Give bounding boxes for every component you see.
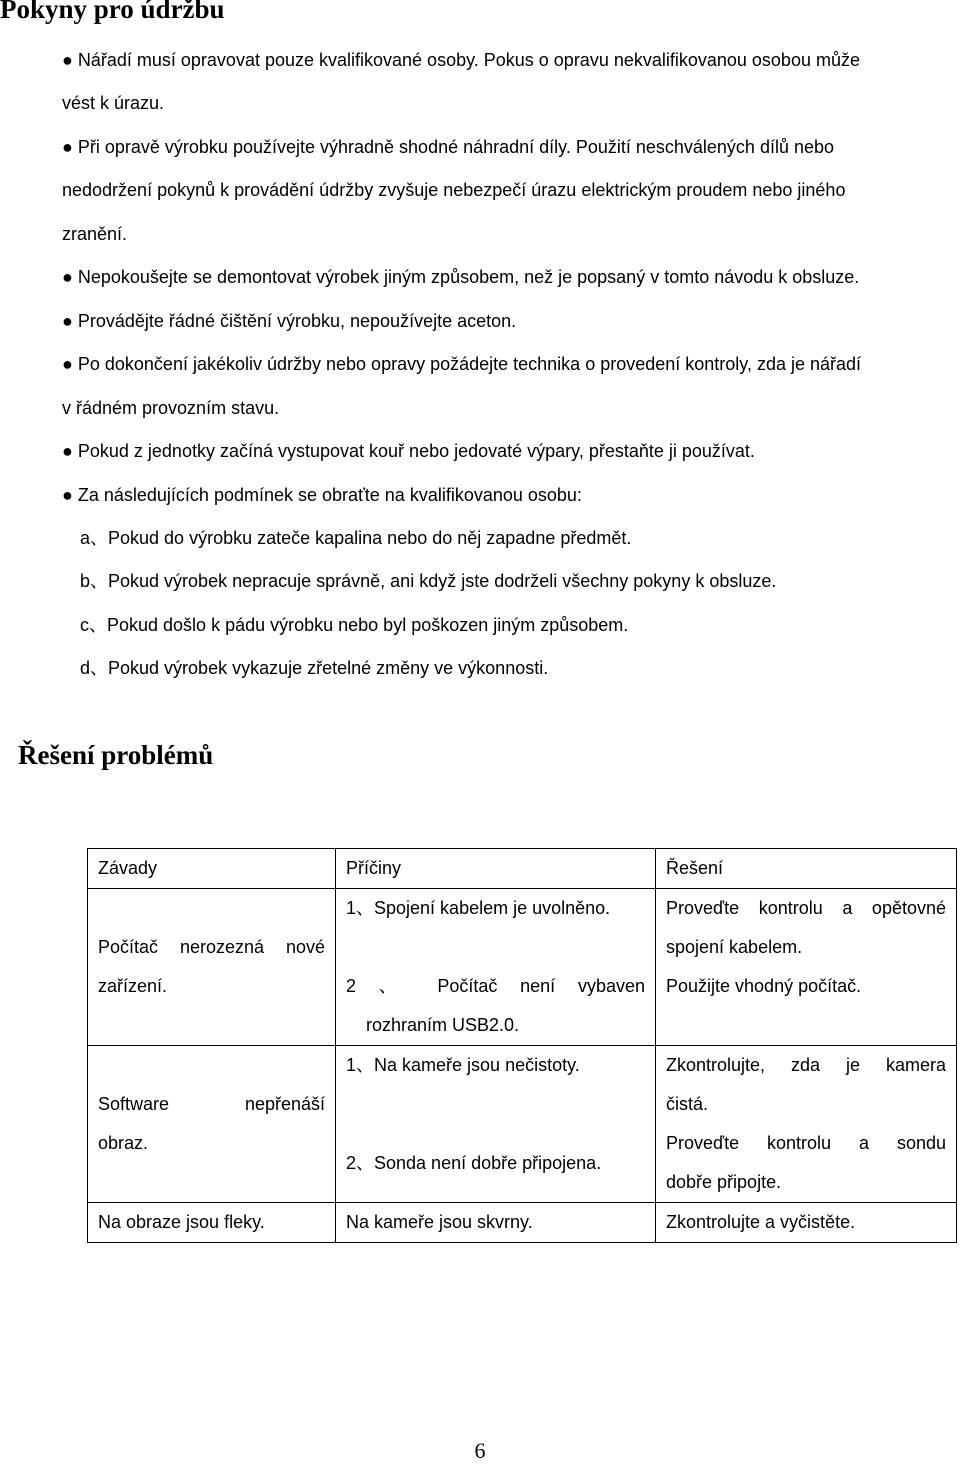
maintenance-line: ● Provádějte řádné čištění výrobku, nepoužívejte aceton. (62, 311, 517, 331)
table-row (88, 1203, 957, 1243)
cause-line: 2 、 Počítač není vybaven (346, 976, 645, 996)
solution-line: dobře připojte. (666, 1172, 782, 1192)
solution-line: čistá. (666, 1094, 709, 1114)
cause-cell (336, 1046, 656, 1125)
maintenance-line: ● Nepokoušejte se demontovat výrobek jiným způsobem, než je popsaný v tomto návodu k obsluze. (62, 267, 860, 287)
solution-line: Proveďte kontrolu a sondu (666, 1133, 946, 1153)
maintenance-line: ● Při opravě výrobku používejte výhradně shodné náhradní díly. Použití neschválených dílů nebo (62, 137, 835, 157)
cause-line: rozhraním USB2.0. (366, 1015, 520, 1035)
maintenance-line: zranění. (62, 224, 128, 244)
solution-line: Použijte vhodný počítač. (666, 976, 862, 996)
maintenance-line: nedodržení pokynů k provádění údržby zvyšuje nebezpečí úrazu elektrickým proudem nebo jiného (62, 180, 846, 200)
solution-line: spojení kabelem. (666, 937, 803, 957)
cause-cell (336, 1124, 656, 1203)
solution-cell (656, 1124, 957, 1203)
header-cell: Příčiny (336, 849, 656, 889)
fault-line: Počítač nerozezná nové (98, 937, 325, 957)
fault-line: obraz. (98, 1133, 149, 1153)
maintenance-title: Pokyny pro údržbu (0, 0, 225, 24)
cause-line: 1、Spojení kabelem je uvolněno. (346, 898, 611, 918)
maintenance-line: ● Po dokončení jakékoliv údržby nebo opravy požádejte technika o provedení kontroly, zda je nářadí (62, 354, 862, 374)
troubleshooting-title: Řešení problémů (18, 740, 214, 770)
maintenance-line: ● Za následujících podmínek se obraťte na kvalifikovanou osobu: (62, 485, 582, 505)
cause-line: 1、Na kameře jsou nečistoty. (346, 1055, 580, 1075)
maintenance-line: ● Nářadí musí opravovat pouze kvalifikované osoby. Pokus o opravu nekvalifikovanou osobou může (62, 50, 860, 70)
fault-line: zařízení. (98, 976, 168, 996)
troubleshooting-table (87, 848, 957, 1243)
maintenance-line: v řádném provozním stavu. (62, 398, 280, 418)
solution-cell (656, 889, 957, 968)
fault-cell (88, 889, 336, 1046)
solution-cell (656, 1046, 957, 1125)
maintenance-subitem: d、Pokud výrobek vykazuje zřetelné změny ve výkonnosti. (80, 658, 549, 678)
solution-line: Zkontrolujte, zda je kamera (666, 1055, 946, 1075)
solution-cell (656, 967, 957, 1046)
maintenance-subitem: c、Pokud došlo k pádu výrobku nebo byl poškozen jiným způsobem. (80, 615, 629, 635)
header-cell: Řešení (656, 849, 957, 889)
table-header-row (88, 849, 957, 889)
page-number: 6 (474, 1438, 486, 1463)
cause-line: 2、Sonda není dobře připojena. (346, 1152, 602, 1173)
maintenance-line: vést k úrazu. (62, 93, 165, 113)
maintenance-line: ● Pokud z jednotky začíná vystupovat kouř nebo jedovaté výpary, přestaňte ji používat. (62, 441, 755, 461)
table-row (88, 889, 957, 968)
header-cell: Závady (88, 849, 336, 889)
fault-line: Software nepřenáší (98, 1094, 325, 1114)
table-row (88, 1046, 957, 1125)
solution-line: Proveďte kontrolu a opětovné (666, 898, 946, 918)
fault-cell: Na obraze jsou fleky. (88, 1203, 336, 1243)
fault-cell (88, 1046, 336, 1203)
cause-cell (336, 967, 656, 1046)
maintenance-subitem: a、Pokud do výrobku zateče kapalina nebo do něj zapadne předmět. (80, 528, 632, 548)
cause-cell (336, 889, 656, 968)
cause-cell: Na kameře jsou skvrny. (336, 1203, 656, 1243)
solution-cell: Zkontrolujte a vyčistěte. (656, 1203, 957, 1243)
maintenance-subitem: b、Pokud výrobek nepracuje správně, ani když jste dodrželi všechny pokyny k obsluze. (80, 571, 777, 591)
